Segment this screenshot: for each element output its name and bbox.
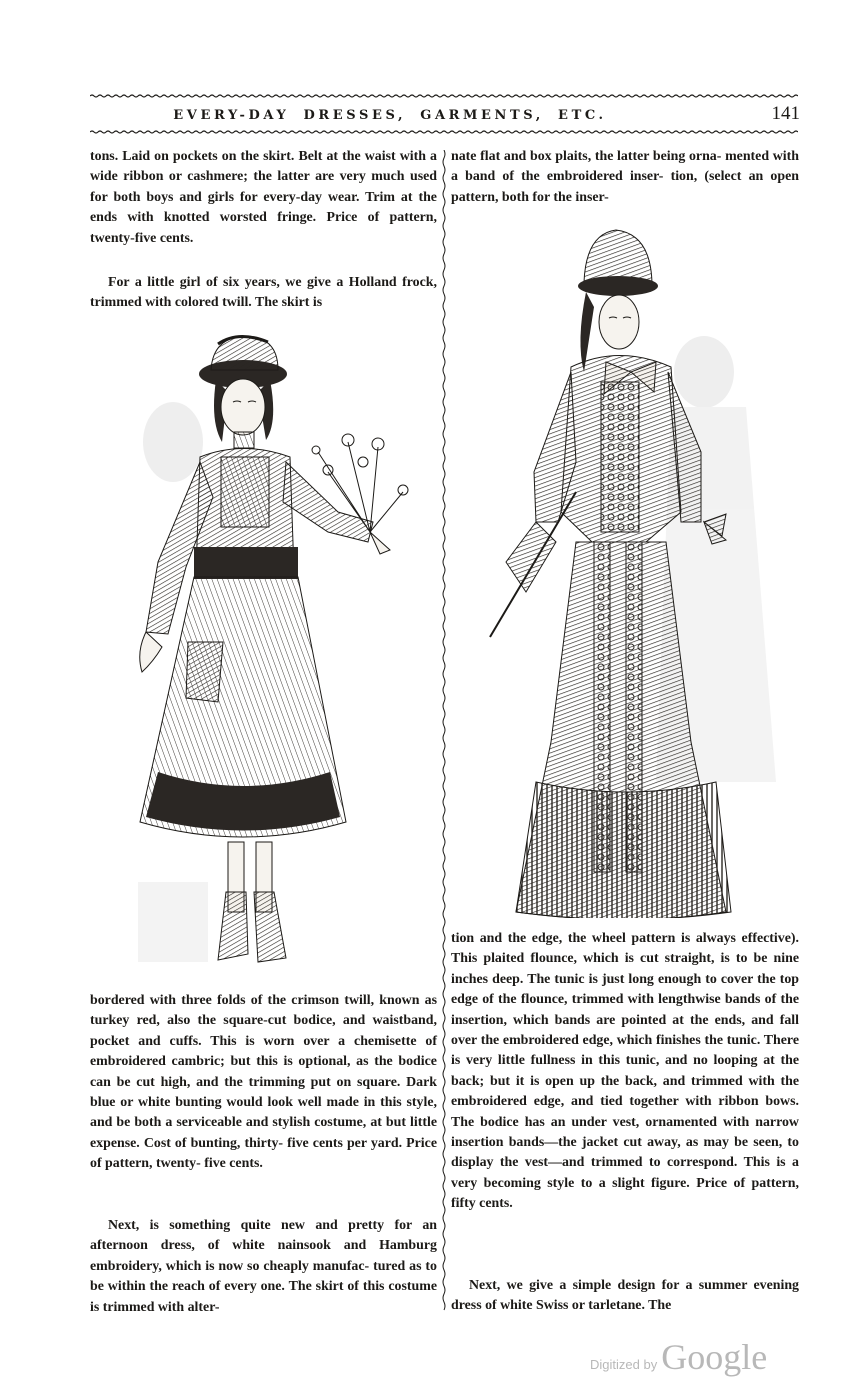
text-line: evening dress of white Swiss or tarletane. The	[451, 1278, 799, 1314]
text-line: frock, trimmed with colored twill. The skirt is	[90, 275, 437, 311]
text-line: five cents per yard. Price of pattern, twenty-	[90, 1135, 437, 1172]
right-column-top-text	[451, 147, 799, 208]
left-column-para4	[90, 1216, 437, 1318]
text-line: afternoon dress, of white nainsook and Hamburg	[90, 1238, 437, 1254]
text-line: is just long enough to cover the top edge of the	[451, 971, 799, 1008]
left-paragraph-4	[90, 1216, 437, 1318]
text-line: waist with a wide ribbon or cashmere; the latter	[90, 149, 437, 185]
text-line: worsted fringe. Price of pattern, twenty-five	[90, 210, 437, 246]
text-line: embroidery, which is now so cheaply manufac-	[90, 1258, 370, 1274]
text-line: The skirt of this costume is trimmed with alter-	[90, 1279, 437, 1315]
text-line: every-day wear. Trim at the ends with knotted	[90, 189, 437, 226]
text-line: are very much used for both boys and girls for	[90, 169, 437, 205]
left-column-top-text	[90, 147, 437, 249]
text-line: bows. The bodice has an under vest, ornamented	[451, 1094, 799, 1130]
text-line: mented with a band of the embroidered inser-	[451, 149, 799, 185]
google-logo-text: Google	[661, 1337, 768, 1377]
left-paragraph-1	[90, 147, 437, 249]
text-line: tion, (select an open pattern, both for the inser-	[451, 169, 799, 205]
text-line: and be both a serviceable and stylish costume,	[90, 1115, 367, 1131]
text-line: five cents.	[204, 1156, 263, 1172]
page-number: 141	[771, 103, 800, 124]
text-line: with narrow insertion bands—the jacket cut	[451, 1114, 799, 1151]
text-line: in this tunic, and no looping at the back; but	[451, 1053, 800, 1089]
text-line: known as turkey red, also the square-cut bodice,	[90, 993, 437, 1029]
text-line: at but little expense. Cost of bunting, thirty-	[90, 1115, 437, 1151]
text-line: and fall over the embroidered edge, which	[451, 1012, 799, 1049]
right-column-last-para	[451, 1276, 799, 1317]
text-line: tion and the edge, the wheel pattern is always	[451, 931, 736, 946]
text-line: tured as to be within the reach of every one.	[90, 1258, 437, 1295]
text-line: cents.	[479, 1196, 513, 1212]
text-line: effective). This plaited flounce, which is cut	[451, 931, 799, 967]
text-line: over a chemisette of embroidered cambric; but	[90, 1033, 437, 1070]
digitized-by-label: Digitized by	[590, 1357, 658, 1372]
text-line: flounce, trimmed with lengthwise bands of the	[520, 992, 799, 1008]
column-divider	[441, 150, 447, 1315]
left-paragraph-2	[90, 273, 437, 314]
text-line: straight, is to be nine inches deep. The tunic	[451, 951, 799, 987]
header-top-rule	[90, 94, 798, 98]
text-line: tons. Laid on pockets on the skirt. Belt at the	[90, 149, 361, 164]
right-paragraph-3	[451, 1276, 799, 1317]
text-line: Next, is something quite new and pretty for an	[108, 1218, 437, 1233]
left-column-bottom-text	[90, 991, 437, 1175]
header-bottom-rule	[90, 130, 798, 134]
text-line: nate flat and box plaits, the latter being orna-	[451, 149, 722, 164]
running-header-title: EVERY-DAY DRESSES, GARMENTS, ETC.	[173, 108, 607, 123]
text-line: embroidered edge, and tied together with ribbon	[451, 1094, 759, 1110]
text-line: and the trimming put on square. Dark blue or	[90, 1074, 437, 1111]
text-line: away, as may be seen, to display the vest—and	[451, 1135, 799, 1171]
right-paragraph-2	[451, 929, 799, 1215]
girl-holland-frock-engraving	[118, 322, 418, 974]
text-line: and waistband, pocket and cuffs. This is worn	[90, 1013, 437, 1049]
text-line: style to a slight figure. Price of pattern, fifty	[451, 1175, 799, 1212]
text-line: finishes the tunic. There is very little fullness	[451, 1033, 800, 1069]
right-column-bottom-text	[451, 929, 799, 1215]
right-paragraph-1	[451, 147, 799, 208]
text-line: For a little girl of six years, we give a Holland	[108, 275, 397, 290]
text-line: Next, we give a simple design for a summer	[469, 1278, 748, 1293]
text-line: trimmed to correspond. This is a very becoming	[451, 1155, 799, 1191]
text-line: white bunting would look well made in this style,	[137, 1095, 438, 1111]
text-line: bordered with three folds of the crimson twill,	[90, 993, 375, 1008]
left-column-para2	[90, 273, 437, 314]
text-line: it is open up the back, and trimmed with the	[515, 1073, 799, 1089]
lady-afternoon-dress-engraving	[476, 222, 776, 918]
digitized-by-google-watermark	[590, 1336, 770, 1376]
text-line: this is optional, as the bodice can be cut high,	[90, 1054, 437, 1090]
text-line: insertion, which bands are pointed at the ends,	[451, 1012, 746, 1028]
text-line: cents.	[159, 230, 194, 246]
left-paragraph-3	[90, 991, 437, 1175]
